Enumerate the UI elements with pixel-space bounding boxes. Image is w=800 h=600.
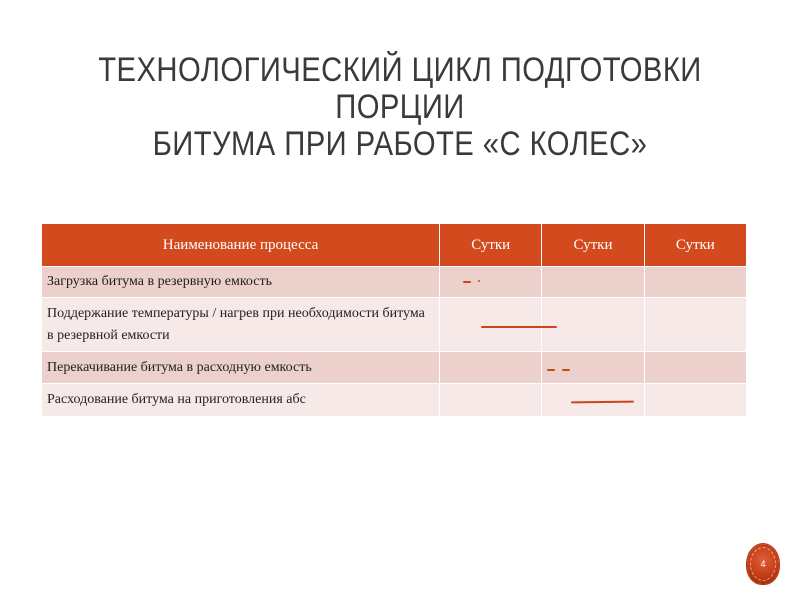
- day-cell: [644, 267, 746, 298]
- process-name-cell: Поддержание температуры / нагрев при необходимости битума в резервной емкости: [42, 298, 440, 352]
- table-header-row: [42, 224, 747, 267]
- process-name-cell: Загрузка битума в резервную емкость: [42, 267, 440, 298]
- page-number: 4: [760, 559, 766, 569]
- gantt-mark-heating: [481, 326, 557, 328]
- slide-title: [82, 52, 718, 163]
- day-cell: [440, 298, 542, 352]
- day-cell: [440, 267, 542, 298]
- day-cell: [644, 352, 746, 384]
- day-cell: [542, 352, 644, 384]
- header-process-name: Наименование процесса: [42, 224, 440, 267]
- header-day-3: Сутки: [644, 224, 746, 267]
- badge-ring-decoration: [750, 547, 776, 581]
- process-name-cell: Расходование битума на приготовления абс: [42, 384, 440, 417]
- header-day-1: Сутки: [440, 224, 542, 267]
- gantt-mark-loading-b: [478, 280, 480, 282]
- page-number-badge: [747, 544, 779, 584]
- process-schedule-table: [41, 223, 747, 417]
- table-row: [42, 267, 747, 298]
- table-row: [42, 298, 747, 352]
- table-row: [42, 352, 747, 384]
- slide-title-line-2: БИТУМА ПРИ РАБОТЕ «С КОЛЕС»: [152, 125, 648, 163]
- day-cell: [440, 384, 542, 417]
- day-cell: [440, 352, 542, 384]
- gantt-mark-pumping-b: [562, 369, 570, 371]
- header-day-2: Сутки: [542, 224, 644, 267]
- process-name-cell: Перекачивание битума в расходную емкость: [42, 352, 440, 384]
- gantt-mark-pumping-a: [547, 369, 555, 371]
- day-cell: [644, 298, 746, 352]
- gantt-mark-loading-a: [463, 281, 471, 283]
- day-cell: [542, 267, 644, 298]
- slide-title-line-1: ТЕХНОЛОГИЧЕСКИЙ ЦИКЛ ПОДГОТОВКИ ПОРЦИИ: [98, 51, 702, 126]
- day-cell: [542, 298, 644, 352]
- table-row: [42, 384, 747, 417]
- day-cell: [644, 384, 746, 417]
